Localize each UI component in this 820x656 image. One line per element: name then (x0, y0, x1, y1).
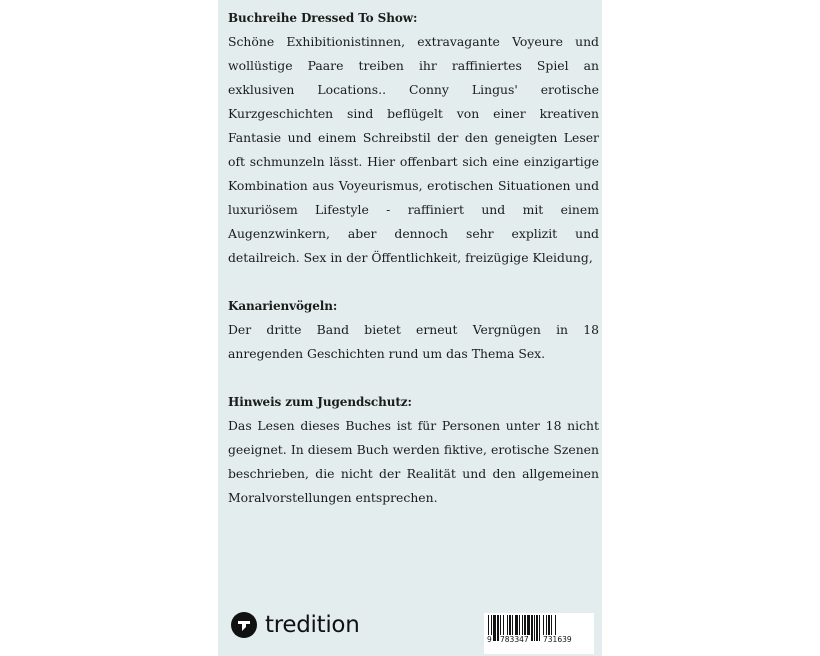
section-youth-protection (228, 390, 599, 510)
tredition-logo-icon (231, 612, 257, 638)
isbn-barcode (484, 613, 594, 654)
book-back-cover (218, 0, 602, 656)
section-heading: Kanarienvögeln: (228, 299, 338, 313)
barcode-digits-right: 731639 (543, 635, 572, 644)
cover-text (228, 6, 599, 534)
barcode-digits-left: 783347 (500, 635, 529, 644)
barcode-digit-first: 9 (487, 635, 492, 644)
section-volume (228, 294, 599, 366)
publisher-logo (231, 610, 359, 640)
section-paragraph: Das Lesen dieses Buches ist für Personen unter 18 nicht geeignet. In diesem Buch werden fiktive, erotische Szenen beschrieben, die nicht der Realität und den allgemeinen Moralvorstellungen entsprechen. (228, 418, 599, 505)
section-series (228, 6, 599, 270)
section-paragraph: Der dritte Band bietet erneut Vergnügen in 18 anregenden Geschichten rund um das Thema Sex. (228, 322, 599, 361)
publisher-name: tredition (265, 612, 360, 638)
section-heading: Hinweis zum Jugendschutz: (228, 395, 412, 409)
section-heading: Buchreihe Dressed To Show: (228, 11, 418, 25)
section-paragraph: Schöne Exhibitionistinnen, extravagante Voyeure und wollüstige Paare treiben ihr raffiniertes Spiel an exklusiven Locations.. Conny Lingus' erotische Kurzgeschichten sind beflügelt von einer kreativen Fantasie und einem Schreibstil der den geneigten Leser oft schmunzeln lässt. Hier offenbart sich eine einzigartige Kombination aus Voyeurismus, erotischen Situationen und luxuriösem Lifestyle - raffiniert und mit einem Augenzwinkern, aber dennoch sehr explizit und detailreich. Sex in der Öffentlichkeit, freizügige Kleidung, (228, 34, 599, 265)
